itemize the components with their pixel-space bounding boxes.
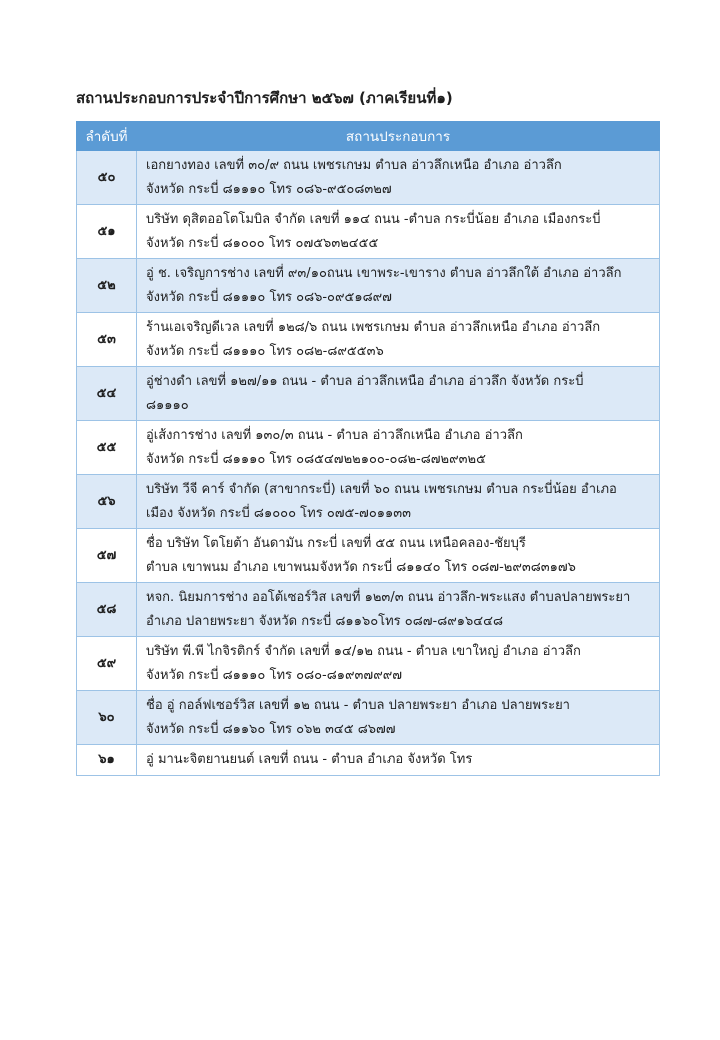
row-details [137,151,660,205]
row-line-2: จังหวัด กระบี่ ๘๑๑๑๐ โทร ๐๘๖-๙๕๐๘๓๒๗ [146,181,392,197]
row-number: ๖๐ [77,691,137,745]
row-number: ๖๑ [77,745,137,776]
row-number: ๕๑ [77,205,137,259]
table-row [77,529,660,583]
table-row [77,259,660,313]
row-line-1: ชื่อ บริษัท โตโยต้า อันดามัน กระบี่ เลขที่ ๕๕ ถนน เหนือคลอง-ชัยบุรี [146,536,526,551]
row-details [137,529,660,583]
row-line-1: ชื่อ อู่ กอล์ฟเซอร์วิส เลขที่ ๑๒ ถนน - ตำบล ปลายพระยา อำเภอ ปลายพระยา [146,698,570,713]
row-number: ๕๙ [77,637,137,691]
row-line-2: เมือง จังหวัด กระบี่ ๘๑๐๐๐ โทร ๐๗๕-๗๐๑๑๓๓ [146,505,412,521]
row-line-2: จังหวัด กระบี่ ๘๑๑๖๐ โทร ๐๖๒ ๓๔๕ ๘๖๗๗ [146,721,396,737]
establishments-table [76,121,660,776]
table-row [77,421,660,475]
table-row [77,637,660,691]
row-line-2: จังหวัด กระบี่ ๘๑๑๑๐ โทร ๐๘๕๔๗๒๒๑๐๐-๐๘๒-๘๗๒๙๓๒๕ [146,451,486,467]
row-details [137,691,660,745]
row-line-1: อู่ ช. เจริญการช่าง เลขที่ ๙๓/๑๐ถนน เขาพระ-เขาราง ตำบล อ่าวลึกใต้ อำเภอ อ่าวลึก [146,266,622,281]
row-line-1: เอกยางทอง เลขที่ ๓๐/๙ ถนน เพชรเกษม ตำบล อ่าวลึกเหนือ อำเภอ อ่าวลึก [146,158,562,173]
row-line-1: บริษัท วีจี คาร์ จำกัด (สาขากระบี่) เลขที่ ๖๐ ถนน เพชรเกษม ตำบล กระบี่น้อย อำเภอ [146,482,617,497]
row-number: ๕๕ [77,421,137,475]
row-number: ๕๐ [77,151,137,205]
row-line-2: อำเภอ ปลายพระยา จังหวัด กระบี่ ๘๑๑๖๐โทร ๐๘๗-๘๙๑๖๔๔๘ [146,613,503,629]
row-line-2: จังหวัด กระบี่ ๘๑๐๐๐ โทร ๐๗๕๖๓๒๔๕๕ [146,235,379,251]
row-number: ๕๖ [77,475,137,529]
row-line-1: บริษัท ดุสิตออโตโมบิล จำกัด เลขที่ ๑๑๔ ถนน -ตำบล กระบี่น้อย อำเภอ เมืองกระบี่ [146,212,601,227]
row-line-1: อู่เส้งการช่าง เลขที่ ๑๓๐/๓ ถนน - ตำบล อ่าวลึกเหนือ อำเภอ อ่าวลึก [146,428,523,443]
row-details [137,745,660,776]
table-row [77,583,660,637]
row-line-2: จังหวัด กระบี่ ๘๑๑๑๐ โทร ๐๘๒-๘๙๕๕๓๖ [146,343,384,359]
row-line-2: ตำบล เขาพนม อำเภอ เขาพนมจังหวัด กระบี่ ๘๑๑๔๐ โทร ๐๘๗-๒๙๓๘๓๑๗๖ [146,559,576,575]
row-number: ๕๓ [77,313,137,367]
row-number: ๕๔ [77,367,137,421]
table-row [77,205,660,259]
table-row [77,475,660,529]
table-row [77,151,660,205]
document-title: สถานประกอบการประจำปีการศึกษา ๒๕๖๗ (ภาคเรียนที่๑) [76,89,453,107]
row-number: ๕๗ [77,529,137,583]
row-line-2: จังหวัด กระบี่ ๘๑๑๑๐ โทร ๐๘๐-๘๑๙๓๗๙๙๗ [146,667,403,683]
table-row [77,691,660,745]
row-line-2: ๘๑๑๑๐ [146,397,189,413]
row-line-1: บริษัท พี.พี ไกจิรติกร์ จำกัด เลขที่ ๑๔/๑๒ ถนน - ตำบล เขาใหญ่ อำเภอ อ่าวลึก [146,644,581,659]
table-row [77,367,660,421]
header-order: ลำดับที่ [77,122,137,151]
row-details [137,583,660,637]
row-number: ๕๘ [77,583,137,637]
row-details [137,367,660,421]
row-details [137,259,660,313]
header-establishment: สถานประกอบการ [137,122,660,151]
row-details [137,205,660,259]
table-row [77,313,660,367]
row-details [137,421,660,475]
row-line-1: อู่ช่างดำ เลขที่ ๑๒๗/๑๑ ถนน - ตำบล อ่าวลึกเหนือ อำเภอ อ่าวลึก จังหวัด กระบี่ [146,374,584,389]
table-header-row [77,122,660,151]
row-details [137,637,660,691]
row-details [137,475,660,529]
row-line-2: จังหวัด กระบี่ ๘๑๑๑๐ โทร ๐๘๖-๐๙๕๑๘๙๗ [146,289,392,305]
row-line-1: อู่ มานะจิตยานยนต์ เลขที่ ถนน - ตำบล อำเภอ จังหวัด โทร [146,752,473,767]
table-body [77,151,660,776]
row-details [137,313,660,367]
row-number: ๕๒ [77,259,137,313]
row-line-1: ร้านเอเจริญดีเวล เลขที่ ๑๒๘/๖ ถนน เพชรเกษม ตำบล อ่าวลึกเหนือ อำเภอ อ่าวลึก [146,320,601,335]
table-row [77,745,660,776]
row-line-1: หจก. นิยมการช่าง ออโต้เซอร์วิส เลขที่ ๑๒๓/๓ ถนน อ่าวลึก-พระแสง ตำบลปลายพระยา [146,590,631,605]
